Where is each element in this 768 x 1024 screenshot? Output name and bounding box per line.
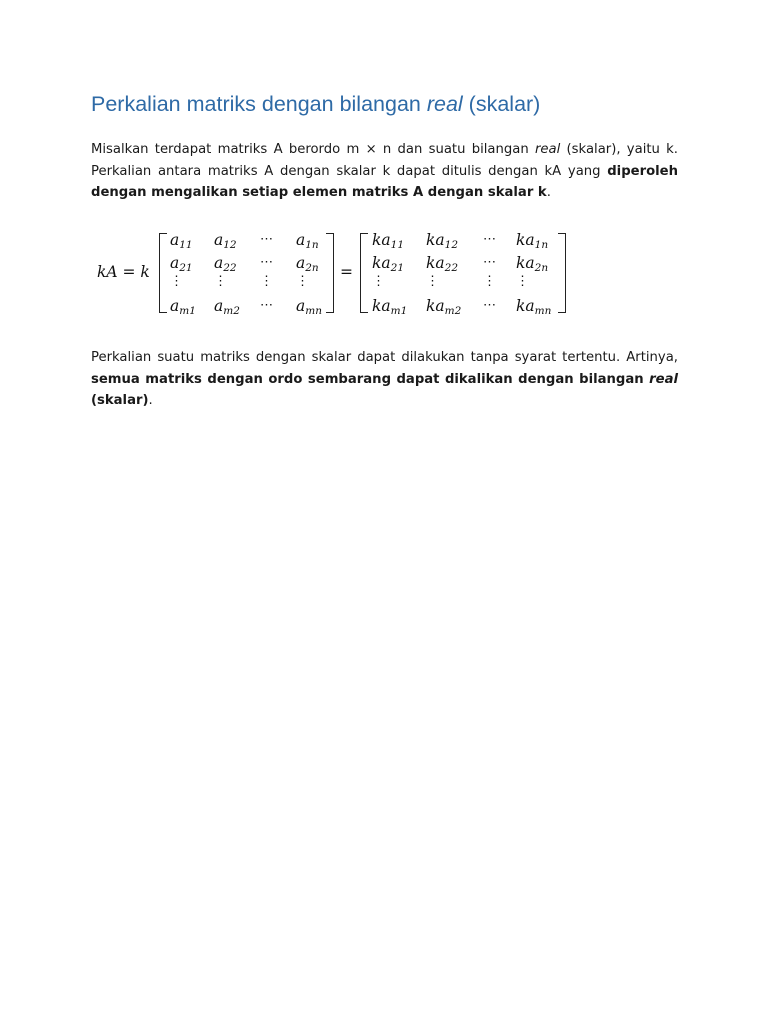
matrix-ka-entry-3-2: ⋮ xyxy=(426,274,439,289)
matrix-ka-entry-1-1: $ka_{11}$ xyxy=(372,231,405,251)
matrix-ka-entry-2-2: $ka_{22}$ xyxy=(426,254,459,274)
matrix-ka-entry-2-4: $ka_{2n}$ xyxy=(516,254,549,274)
section-title xyxy=(91,92,540,117)
p2-text-2: . xyxy=(148,393,153,408)
paragraph-conclusion xyxy=(91,347,678,412)
matrix-a-entry-1-2: $a_{12}$ xyxy=(214,231,237,251)
matrix-ka-entry-1-2: $ka_{12}$ xyxy=(426,231,459,251)
p1-italic: real xyxy=(534,142,561,157)
matrix-a-entry-2-4: $a_{2n}$ xyxy=(296,254,319,274)
p1-text-1: Misalkan terdapat matriks A berordo m × n dan suatu bilangan xyxy=(91,142,535,157)
p2-bold-2: (skalar) xyxy=(91,393,149,408)
title-italic: real xyxy=(426,92,463,116)
matrix-a-entry-2-3: ⋯ xyxy=(260,255,273,270)
matrix-a-entry-4-4: $a_{mn}$ xyxy=(296,297,322,317)
matrix-ka-entry-4-2: $ka_{m2}$ xyxy=(426,297,462,317)
matrix-a-entry-2-1: $a_{21}$ xyxy=(170,254,193,274)
p2-bold-1: semua matriks dengan ordo sembarang dapat dikalikan dengan bilangan xyxy=(91,371,650,387)
matrix-a-entry-3-2: ⋮ xyxy=(214,274,227,289)
matrix-a-entry-3-4: ⋮ xyxy=(296,274,309,289)
matrix-a-right-bracket xyxy=(326,233,334,313)
matrix-ka-entry-2-1: $ka_{21}$ xyxy=(372,254,405,274)
title-text-2: (skalar) xyxy=(462,92,541,116)
matrix-a-entry-1-1: $a_{11}$ xyxy=(170,231,193,251)
matrix-a-entry-4-2: $a_{m2}$ xyxy=(214,297,240,317)
matrix-ka-entry-4-4: $ka_{mn}$ xyxy=(516,297,552,317)
matrix-a-entry-3-1: ⋮ xyxy=(170,274,183,289)
matrix-a-entry-4-3: ⋯ xyxy=(260,298,273,313)
equals-text: = xyxy=(340,263,353,281)
matrix-ka-entry-1-3: ⋯ xyxy=(483,232,496,247)
equals-sign xyxy=(340,263,353,281)
matrix-a-entry-3-3: ⋮ xyxy=(260,274,273,289)
matrix-ka-entry-4-1: $ka_{m1}$ xyxy=(372,297,408,317)
p2-bold-italic: real xyxy=(649,371,678,387)
matrix-ka-entry-3-4: ⋮ xyxy=(516,274,529,289)
matrix-ka-entry-4-3: ⋯ xyxy=(483,298,496,313)
matrix-ka-entry-3-1: ⋮ xyxy=(372,274,385,289)
matrix-a-entry-1-3: ⋯ xyxy=(260,232,273,247)
equation-lhs-text: kA = k xyxy=(97,263,150,281)
matrix-a-entry-1-4: $a_{1n}$ xyxy=(296,231,319,251)
matrix-a-entry-2-2: $a_{22}$ xyxy=(214,254,237,274)
equation-lhs xyxy=(97,263,150,281)
matrix-ka-left-bracket xyxy=(360,233,368,313)
paragraph-definition xyxy=(91,139,678,204)
matrix-a-left-bracket xyxy=(159,233,167,313)
title-text-1: Perkalian matriks dengan bilangan xyxy=(91,92,427,116)
matrix-ka-right-bracket xyxy=(558,233,566,313)
matrix-a-entry-4-1: $a_{m1}$ xyxy=(170,297,196,317)
p1-text-3: . xyxy=(546,185,551,200)
p2-text-1: Perkalian suatu matriks dengan skalar dapat dilakukan tanpa syarat tertentu. Artinya, xyxy=(91,350,678,365)
matrix-ka-entry-2-3: ⋯ xyxy=(483,255,496,270)
p1-text-2: (skalar), yaitu k. Perkalian antara matriks A dengan skalar k dapat ditulis dengan kA yang xyxy=(91,142,678,179)
p1-bold: diperoleh dengan mengalikan setiap elemen matriks A dengan skalar k xyxy=(91,163,678,200)
matrix-ka-entry-1-4: $ka_{1n}$ xyxy=(516,231,549,251)
matrix-ka-entry-3-3: ⋮ xyxy=(483,274,496,289)
